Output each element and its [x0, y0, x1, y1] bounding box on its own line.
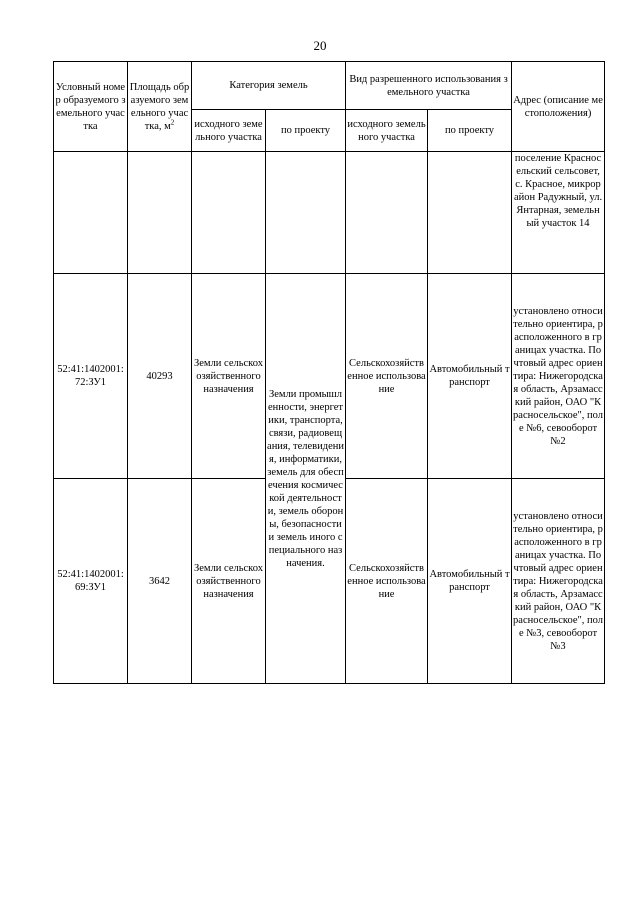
header-use-source: исходного земельного участка: [346, 110, 428, 152]
header-use: Вид разрешенного использования земельного участка: [346, 62, 512, 110]
cell-category-source: [192, 152, 266, 274]
cell-use-source: Сельскохозяйственное использование: [346, 274, 428, 479]
cell-area: [128, 152, 192, 274]
cell-area: 3642: [128, 479, 192, 684]
header-area-unit-sup: 2: [170, 118, 175, 126]
header-area: [128, 62, 192, 152]
header-row: [54, 62, 605, 110]
table-row: [54, 274, 605, 479]
cell-category-source: Земли сельскохозяйственного назначения: [192, 274, 266, 479]
cell-use-project: Автомобильный транспорт: [428, 274, 512, 479]
header-use-project: по проекту: [428, 110, 512, 152]
page-number: 20: [313, 38, 327, 53]
cell-address: установлено относительно ориентира, расположенного в границах участка. Почтовый адрес ориентира: Нижегородская область, Арзамасский район, ОАО "Красносельское", поле №3, севооборот №3: [512, 479, 605, 684]
table-row: [54, 152, 605, 274]
cell-address: установлено относительно ориентира, расположенного в границах участка. Почтовый адрес ориентира: Нижегородская область, Арзамасский район, ОАО "Красносельское", поле №6, севооборот №2: [512, 274, 605, 479]
land-plots-table: [53, 61, 605, 684]
cell-address: поселение Красносельский сельсовет, с. Красное, микрорайон Радужный, ул. Янтарная, земельный участок 14: [512, 152, 605, 274]
cell-use-project: [428, 152, 512, 274]
cell-cadastral: [54, 152, 128, 274]
cell-cadastral: 52:41:1402001:72:ЗУ1: [54, 274, 128, 479]
header-category-project: по проекту: [266, 110, 346, 152]
cell-cadastral: 52:41:1402001:69:ЗУ1: [54, 479, 128, 684]
cell-use-project: Автомобильный транспорт: [428, 479, 512, 684]
cell-use-source: Сельскохозяйственное использование: [346, 479, 428, 684]
cell-category-project: Земли промышленности, энергетики, транспорта, связи, радиовещания, телевидения, информатики, земель для обеспечения космической деятельности, земель обороны, безопасности и земель иного специального назначения.: [266, 274, 346, 684]
cell-use-source: [346, 152, 428, 274]
cell-category-project: [266, 152, 346, 274]
header-category: Категория земель: [192, 62, 346, 110]
header-cadastral: Условный номер образуемого земельного участка: [54, 62, 128, 152]
header-category-source: исходного земельного участка: [192, 110, 266, 152]
cell-category-source: Земли сельскохозяйственного назначения: [192, 479, 266, 684]
cell-area: 40293: [128, 274, 192, 479]
header-area-label: Площадь образуемого земельного участка, м: [129, 81, 190, 132]
header-address: Адрес (описание местоположения): [512, 62, 605, 152]
